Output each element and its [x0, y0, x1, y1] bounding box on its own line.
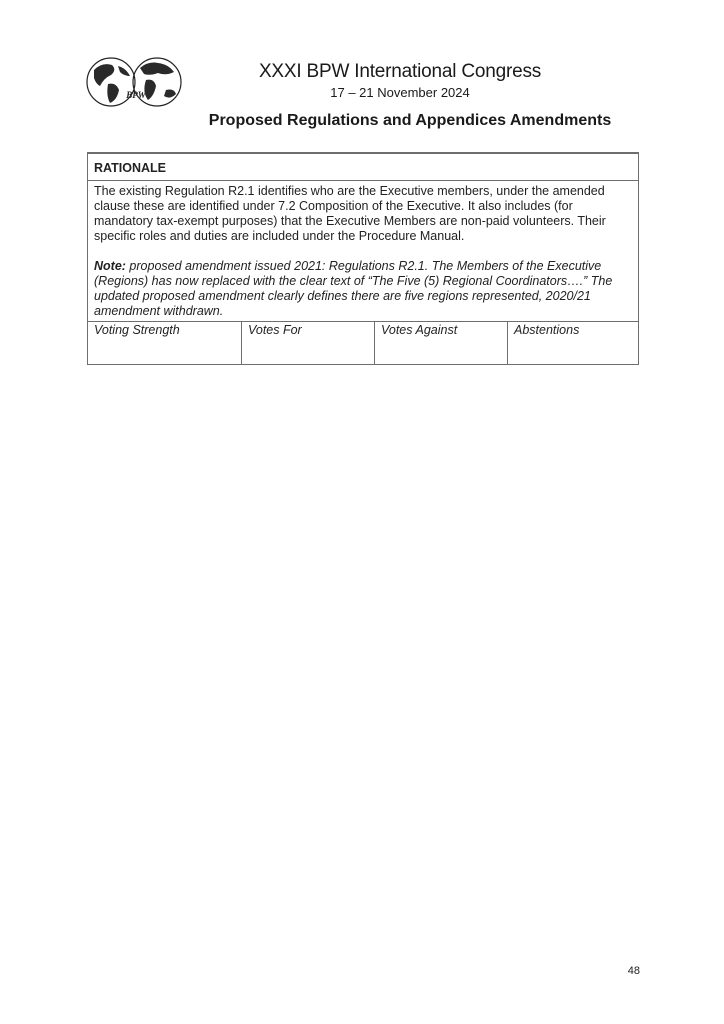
note-label: Note: [94, 259, 126, 273]
congress-title: XXXI BPW International Congress [258, 61, 542, 82]
rationale-note [94, 259, 632, 319]
abstentions-cell: Abstentions [508, 322, 639, 365]
rationale-paragraph: The existing Regulation R2.1 identifies who are the Executive members, under the amended clause these are identified under 7.2 Composition of the Executive. It also includes (for mandatory tax-exempt purposes) that the Executive Members are non-paid volunteers. Their specific roles and duties are included under the Procedure Manual. [94, 184, 606, 243]
page-number: 48 [627, 965, 640, 977]
logo-text: BPW [126, 90, 146, 100]
votes-for-cell: Votes For [242, 322, 375, 365]
note-text: proposed amendment issued 2021: Regulations R2.1. The Members of the Executive (Regions) has now replaced with the clear text of “The Five (5) Regional Coordinators….” The updated proposed amendment clearly defines there are five regions represented, 2020/21 amendment withdrawn. [94, 259, 613, 318]
rationale-heading: RATIONALE [88, 153, 639, 181]
rationale-heading-row [88, 153, 639, 181]
rationale-table [87, 152, 639, 365]
bpw-logo [84, 56, 184, 108]
document-subtitle: Proposed Regulations and Appendices Amendments [208, 112, 612, 129]
votes-against-cell: Votes Against [375, 322, 508, 365]
congress-dates: 17 – 21 November 2024 [330, 85, 470, 100]
voting-strength-cell: Voting Strength [88, 322, 242, 365]
rationale-body [88, 181, 639, 322]
rationale-body-row [88, 181, 639, 322]
voting-row [88, 322, 639, 365]
